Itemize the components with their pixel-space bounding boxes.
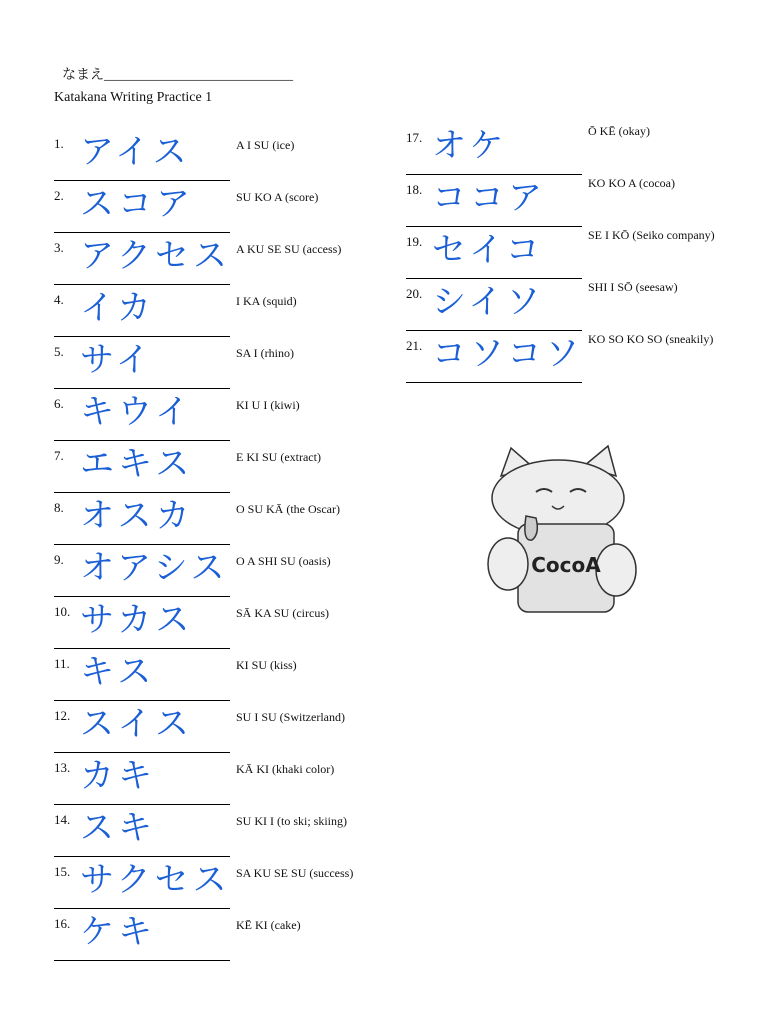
romaji-label: KO SO KO SO (sneakily) (588, 332, 714, 346)
handwritten-answer: キス (80, 652, 156, 692)
handwritten-answer: アクセス (80, 236, 231, 276)
name-field-label: なまえ___________________________ (62, 68, 293, 83)
romaji-label: SĀ KA SU (circus) (236, 606, 329, 620)
item-number: 3. (54, 240, 64, 255)
romaji-label: KĀ KI (khaki color) (236, 762, 335, 776)
romaji-label: SU KI I (to ski; skiing) (236, 814, 347, 828)
handwritten-answer: オスカ (80, 496, 194, 536)
handwritten-answer: エキス (80, 444, 194, 484)
mug-text: CocoA (531, 553, 601, 577)
romaji-label: KI U I (kiwi) (236, 398, 300, 412)
item-number: 11. (54, 656, 70, 671)
item-number: 17. (406, 130, 423, 145)
handwritten-answer: ケキ (80, 912, 156, 952)
item-number: 14. (54, 812, 71, 827)
romaji-label: SU I SU (Switzerland) (236, 710, 345, 724)
handwritten-answer: キウイ (80, 392, 193, 432)
handwritten-answer: シイソ (432, 282, 545, 322)
romaji-label: SU KO A (score) (236, 190, 319, 204)
item-number: 8. (54, 500, 64, 515)
item-number: 18. (406, 182, 423, 197)
handwritten-answer: イカ (80, 288, 155, 328)
item-number: 10. (54, 604, 71, 619)
answer-line (54, 960, 230, 961)
romaji-label: SE I KŌ (Seiko company) (588, 228, 715, 242)
romaji-label: SA I (rhino) (236, 346, 294, 360)
cat-cocoa-illustration (466, 436, 656, 616)
handwritten-answer: セイコ (432, 230, 544, 270)
handwritten-answer: アイス (80, 132, 191, 172)
item-number: 16. (54, 916, 71, 931)
romaji-label: KI SU (kiss) (236, 658, 297, 672)
handwritten-answer: コソコソ (432, 334, 584, 374)
item-number: 15. (54, 864, 71, 879)
romaji-label: O SU KĀ (the Oscar) (236, 502, 340, 516)
handwritten-answer: オケ (432, 126, 508, 166)
romaji-label: A I SU (ice) (236, 138, 295, 152)
romaji-label: SA KU SE SU (success) (236, 866, 354, 880)
romaji-label: SHI I SŌ (seesaw) (588, 280, 678, 294)
romaji-label: I KA (squid) (236, 294, 297, 308)
romaji-label: KO KO A (cocoa) (588, 176, 675, 190)
answer-line (406, 382, 582, 383)
handwritten-answer: スイス (80, 704, 193, 744)
handwritten-answer: スキ (80, 808, 156, 848)
page-title: Katakana Writing Practice 1 (54, 90, 213, 105)
romaji-label: O A SHI SU (oasis) (236, 554, 331, 568)
item-number: 4. (54, 292, 64, 307)
item-number: 12. (54, 708, 71, 723)
practice-item-16 (54, 912, 414, 968)
item-number: 21. (406, 338, 423, 353)
handwritten-answer: オアシス (80, 548, 229, 588)
handwritten-answer: ココア (432, 178, 546, 218)
item-number: 5. (54, 344, 64, 359)
practice-item-21 (406, 332, 766, 390)
item-number: 20. (406, 286, 423, 301)
item-number: 13. (54, 760, 71, 775)
handwritten-answer: サクセス (80, 860, 231, 900)
cat-holding-cocoa-mug-icon (466, 436, 656, 616)
handwritten-answer: カキ (80, 756, 156, 796)
item-number: 2. (54, 188, 64, 203)
handwritten-answer: スコア (80, 184, 194, 224)
item-number: 6. (54, 396, 64, 411)
romaji-label: E KI SU (extract) (236, 450, 321, 464)
handwritten-answer: サカス (80, 600, 194, 640)
item-number: 19. (406, 234, 423, 249)
romaji-label: Ō KĒ (okay) (588, 124, 650, 138)
item-number: 1. (54, 136, 64, 151)
item-number: 9. (54, 552, 64, 567)
romaji-label: KĒ KI (cake) (236, 918, 301, 932)
item-number: 7. (54, 448, 64, 463)
romaji-label: A KU SE SU (access) (236, 242, 342, 256)
handwritten-answer: サイ (80, 340, 154, 380)
